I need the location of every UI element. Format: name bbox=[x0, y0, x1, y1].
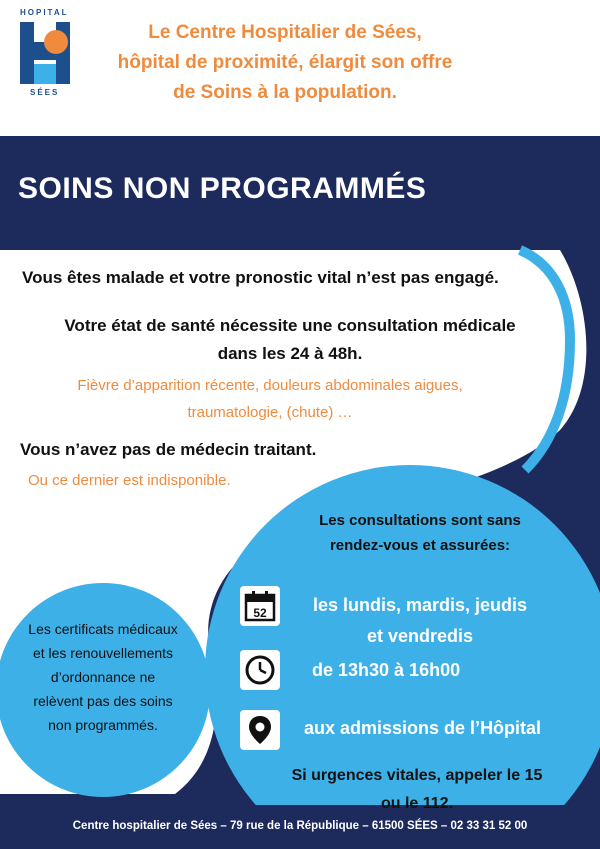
side-note bbox=[8, 617, 198, 737]
calendar-icon bbox=[240, 586, 280, 626]
symptom-examples bbox=[0, 372, 540, 426]
header-block bbox=[90, 18, 480, 108]
hospital-logo bbox=[18, 6, 74, 98]
clock-icon bbox=[240, 650, 280, 690]
logo-top-text: HOPITAL bbox=[20, 8, 69, 17]
side-note-line-3: d’ordonnance ne bbox=[50, 669, 156, 685]
logo-h-icon bbox=[18, 20, 74, 86]
emergency-info-a: Si urgences vitales, appeler le 15 bbox=[291, 767, 543, 784]
consultation-place: aux admissions de l’Hôpital bbox=[304, 718, 542, 738]
map-pin-icon bbox=[240, 710, 280, 750]
side-note-line-5: non programmés. bbox=[48, 717, 158, 733]
consultations-intro-a: Les consultations sont sans bbox=[319, 512, 521, 529]
side-note-line-4: relèvent pas des soins bbox=[33, 693, 173, 709]
emergency-info-b: ou le 112. bbox=[380, 795, 454, 812]
condition-line-2a: Votre état de santé nécessite une consultation médicale bbox=[64, 316, 516, 335]
condition-line-2 bbox=[0, 312, 580, 368]
symptom-examples-a: Fièvre d’apparition récente, douleurs abdominales aigues, bbox=[77, 377, 463, 394]
page-title: SOINS NON PROGRAMMÉS bbox=[18, 172, 427, 205]
condition-line-3-note: Ou ce dernier est indisponible. bbox=[28, 472, 231, 489]
logo-bottom-text: SÉES bbox=[30, 88, 60, 97]
condition-line-3: Vous n’avez pas de médecin traitant. bbox=[20, 440, 317, 459]
side-note-line-1: Les certificats médicaux bbox=[28, 621, 178, 637]
header-line-3: de Soins à la population. bbox=[173, 82, 397, 103]
header-line-2: hôpital de proximité, élargit son offre bbox=[117, 52, 453, 73]
consultations-intro bbox=[275, 508, 565, 558]
side-note-line-2: et les renouvellements bbox=[32, 645, 174, 661]
calendar-number: 52 bbox=[253, 606, 267, 620]
consultations-intro-b: rendez-vous et assurées: bbox=[329, 537, 511, 554]
consultation-hours: de 13h30 à 16h00 bbox=[312, 660, 461, 680]
symptom-examples-b: traumatologie, (chute) … bbox=[187, 404, 353, 421]
condition-line-2b: dans les 24 à 48h. bbox=[217, 344, 363, 363]
header-line-1: Le Centre Hospitalier de Sées, bbox=[148, 22, 422, 43]
footer-address: Centre hospitalier de Sées – 79 rue de la République – 61500 SÉES – 02 33 31 52 00 bbox=[72, 820, 528, 832]
consultation-days-b: et vendredis bbox=[366, 626, 474, 646]
consultation-days bbox=[290, 590, 550, 652]
condition-line-1: Vous êtes malade et votre pronostic vital n’est pas engagé. bbox=[22, 268, 499, 287]
emergency-info bbox=[262, 762, 572, 818]
consultation-days-a: les lundis, mardis, jeudis bbox=[312, 595, 528, 615]
